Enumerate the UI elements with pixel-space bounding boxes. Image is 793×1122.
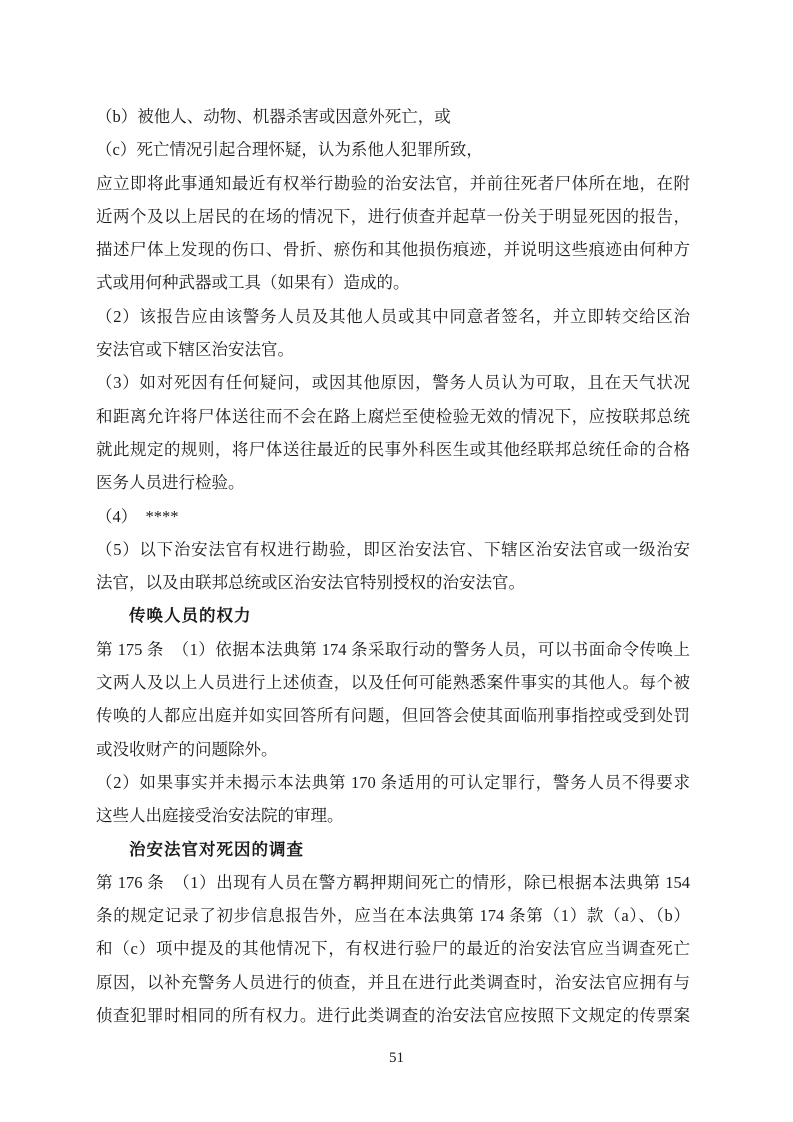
text-line: 传唤人员的权力 <box>129 606 252 626</box>
text-line: （3）如对死因有任何疑问，或因其他原因，警务人员认为可取，且在天气状况 <box>96 373 690 393</box>
paragraph <box>96 167 690 300</box>
text-line: 治安法官对死因的调查 <box>129 839 304 859</box>
text-line: 应立即将此事通知最近有权举行勘验的治安法官，并前往死者尸体所在地，在附 <box>96 173 690 193</box>
paragraph <box>96 633 690 766</box>
paragraph <box>96 300 690 367</box>
paragraph <box>96 133 690 166</box>
text-line: （b）被他人、动物、机器杀害或因意外死亡，或 <box>96 107 451 126</box>
text-line: 第 176 条 （1）出现有人员在警方羁押期间死亡的情形，除已根据本法典第 154 <box>96 872 690 892</box>
section-heading <box>96 599 690 632</box>
text-line: （c）死亡情况引起合理怀疑，认为系他人犯罪所致， <box>96 140 483 160</box>
text-line: （2）该报告应由该警务人员及其他人员或其中同意者签名，并立即转交给区治 <box>96 306 690 326</box>
paragraph <box>96 533 690 600</box>
text-line: 文两人及以上人员进行上述侦查，以及任何可能熟悉案件事实的其他人。每个被 <box>96 673 690 693</box>
document-body <box>96 100 690 1032</box>
text-line: 近两个及以上居民的在场的情况下，进行侦查并起草一份关于明显死因的报告， <box>96 206 690 226</box>
text-line: 传唤的人都应出庭并如实回答所有问题，但回答会使其面临刑事指控或受到处罚 <box>96 706 690 726</box>
text-line: 条的规定记录了初步信息报告外，应当在本法典第 174 条第（1）款（a）、（b） <box>96 906 690 926</box>
paragraph <box>96 100 690 133</box>
text-line: 第 175 条 （1）依据本法典第 174 条采取行动的警务人员，可以书面命令传唤上 <box>96 639 690 659</box>
paragraph <box>96 500 690 533</box>
text-line: 原因，以补充警务人员进行的侦查，并且在进行此类调查时，治安法官应拥有与 <box>96 972 690 992</box>
text-line: 就此规定的规则，将尸体送往最近的民事外科医生或其他经联邦总统任命的合格 <box>96 439 690 459</box>
text-line: 描述尸体上发现的伤口、骨折、瘀伤和其他损伤痕迹，并说明这些痕迹由何种方 <box>96 240 690 260</box>
text-line: 医务人员进行检验。 <box>96 473 245 493</box>
section-heading <box>96 833 690 866</box>
text-line: （2）如果事实并未揭示本法典第 170 条适用的可认定罪行，警务人员不得要求 <box>96 772 690 792</box>
text-line: （4） **** <box>96 506 179 526</box>
paragraph <box>96 866 690 1032</box>
text-line: 或没收财产的问题除外。 <box>96 739 278 759</box>
text-line: 法官，以及由联邦总统或区治安法官特别授权的治安法官。 <box>96 573 525 593</box>
text-line: （5）以下治安法官有权进行勘验，即区治安法官、下辖区治安法官或一级治安 <box>96 539 690 559</box>
paragraph <box>96 766 690 833</box>
text-line: 安法官或下辖区治安法官。 <box>96 340 294 360</box>
text-line: 这些人出庭接受治安法院的审理。 <box>96 806 344 826</box>
page-number: 51 <box>389 1050 404 1066</box>
paragraph <box>96 366 690 499</box>
text-line: 式或用何种武器或工具（如果有）造成的。 <box>96 273 410 293</box>
text-line: 侦查犯罪时相同的所有权力。进行此类调查的治安法官应按照下文规定的传票案 <box>96 1006 690 1026</box>
text-line: 和距离允许将尸体送往而不会在路上腐烂至使检验无效的情况下，应按联邦总统 <box>96 406 690 426</box>
text-line: 和（c）项中提及的其他情况下，有权进行验尸的最近的治安法官应当调查死亡 <box>96 939 690 959</box>
